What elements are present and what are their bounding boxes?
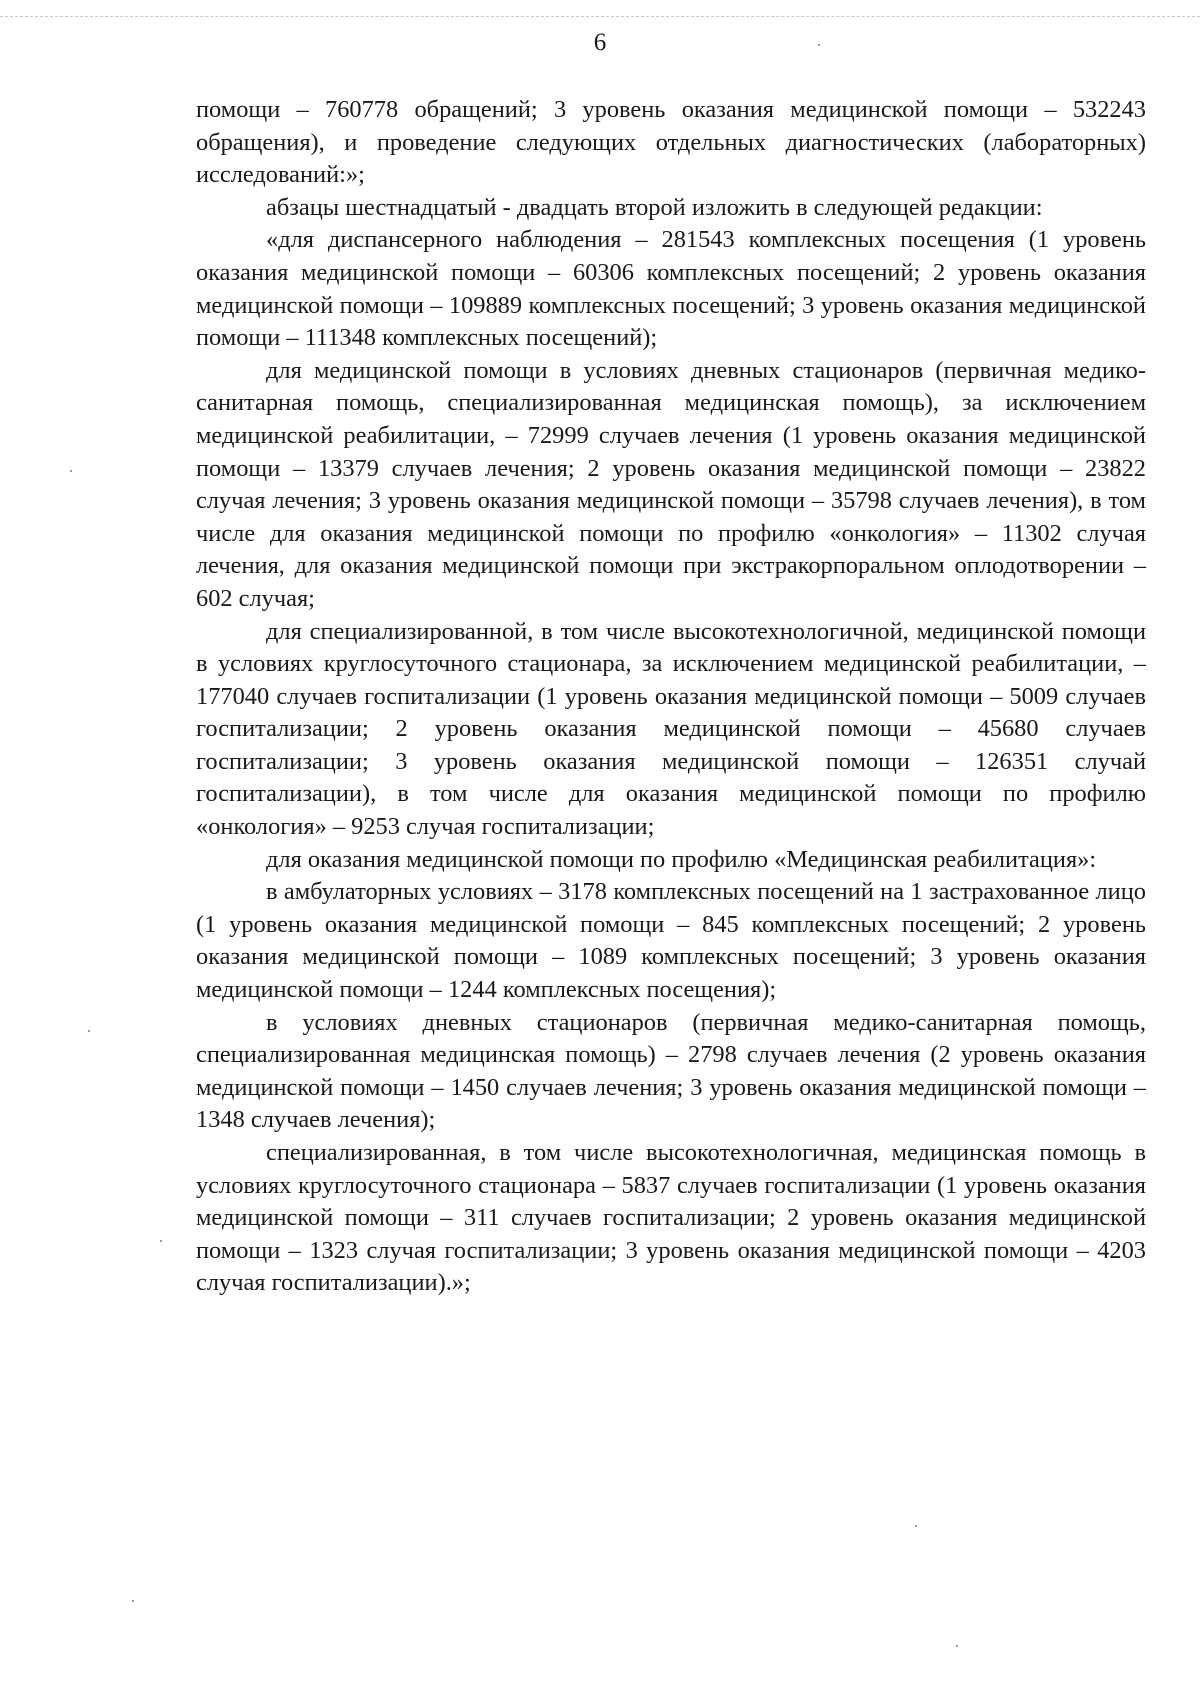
paragraph-dispensary-observation: «для диспансерного наблюдения – 281543 комплексных посещения (1 уровень оказания медицинской помощи – 60306 комплексных посещений; 2 уровень оказания медицинской помощи – 109889 комплексных посещений; 3 уровень оказания медицинской помощи – 111348 комплексных посещений); <box>196 226 1146 352</box>
paragraph-rehabilitation-outpatient: в амбулаторных условиях – 3178 комплексных посещений на 1 застрахованное лицо (1 уровень оказания медицинской помощи – 845 комплексных посещений; 2 уровень оказания медицинской помощи – 1089 комплексных посещений; 3 уровень оказания медицинской помощи – 1244 комплексных посещения); <box>196 878 1146 1004</box>
scan-speck <box>160 1240 162 1242</box>
paragraph-rehabilitation-heading: для оказания медицинской помощи по профилю «Медицинская реабилитация»: <box>266 845 1097 873</box>
paragraph-day-hospital: для медицинской помощи в условиях дневных стационаров (первичная медико-санитарная помощь, специализированная медицинская помощь), за исключением медицинской реабилитации, – 72999 случаев лечения (1 уровень оказания медицинской помощи – 13379 случаев лечения; 2 уровень оказания медицинской помощи – 23822 случая лечения; 3 уровень оказания медицинской помощи – 35798 случаев лечения), в том числе для оказания медицинской помощи по профилю «онкология» – 11302 случая лечения, для оказания медицинской помощи при экстракорпоральном оплодотворении – 602 случая; <box>196 356 1146 612</box>
paragraph-continuation: помощи – 760778 обращений; 3 уровень оказания медицинской помощи – 532243 обращения), и проведение следующих отдельных диагностических (лабораторных) исследований:»; <box>196 96 1146 189</box>
scan-speck <box>70 470 72 472</box>
paragraph-rehabilitation-inpatient: специализированная, в том числе высокотехнологичная, медицинская помощь в условиях круглосуточного стационара – 5837 случаев госпитализации (1 уровень оказания медицинской помощи – 311 случаев госпитализации; 2 уровень оказания медицинской помощи – 1323 случая госпитализации; 3 уровень оказания медицинской помощи – 4203 случая госпитализации).»; <box>196 1139 1146 1297</box>
paragraph-amendment-instruction: абзацы шестнадцатый - двадцать второй изложить в следующей редакции: <box>266 193 1043 221</box>
scan-speck <box>956 1645 958 1647</box>
scan-top-edge <box>0 16 1200 17</box>
scan-speck <box>818 44 820 46</box>
scan-speck <box>915 1525 917 1527</box>
paragraph-inpatient-specialized: для специализированной, в том числе высокотехнологичной, медицинской помощи в условиях круглосуточного стационара, за исключением медицинской реабилитации, – 177040 случаев госпитализации (1 уровень оказания медицинской помощи – 5009 случаев госпитализации; 2 уровень оказания медицинской помощи – 45680 случаев госпитализации; 3 уровень оказания медицинской помощи – 126351 случай госпитализации), в том числе для оказания медицинской помощи по профилю «онкология» – 9253 случая госпитализации; <box>196 617 1146 841</box>
paragraph-rehabilitation-day-hospital: в условиях дневных стационаров (первичная медико-санитарная помощь, специализированная медицинская помощь) – 2798 случаев лечения (2 уровень оказания медицинской помощи – 1450 случаев лечения; 3 уровень оказания медицинской помощи – 1348 случаев лечения); <box>196 1008 1146 1134</box>
page-number: 6 <box>593 29 607 56</box>
scan-speck <box>132 1600 134 1602</box>
scan-speck <box>88 1030 90 1032</box>
document-body <box>196 94 1146 1300</box>
